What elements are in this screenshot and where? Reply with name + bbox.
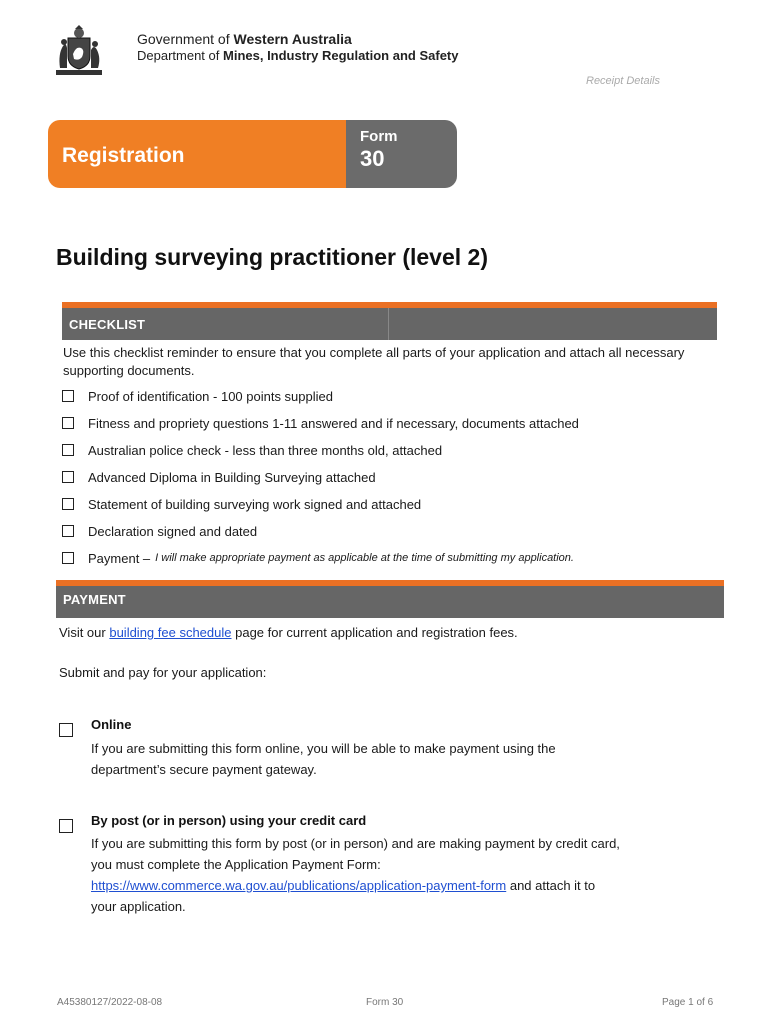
online-checkbox[interactable] bbox=[59, 723, 73, 737]
post-line-4: your application. bbox=[91, 899, 186, 914]
checkbox[interactable] bbox=[62, 390, 74, 402]
payment-heading: PAYMENT bbox=[63, 592, 126, 607]
post-line-1: If you are submitting this form by post (or in person) and are making payment by credit card, bbox=[91, 836, 620, 851]
checklist-item[interactable] bbox=[62, 441, 442, 459]
post-checkbox[interactable] bbox=[59, 819, 73, 833]
application-payment-form-link[interactable]: https://www.commerce.wa.gov.au/publications/application-payment-form bbox=[91, 878, 507, 893]
form-number: 30 bbox=[360, 146, 385, 171]
building-fee-schedule-link[interactable]: building fee schedule bbox=[109, 625, 232, 640]
checklist-item-label: Proof of identification - 100 points supplied bbox=[88, 388, 333, 404]
gov-prefix: Government of bbox=[137, 31, 234, 47]
fee-schedule-text bbox=[59, 625, 518, 640]
checklist-intro: Use this checklist reminder to ensure that you complete all parts of your application and attach all necessary supporting documents. bbox=[63, 345, 685, 378]
checklist-item-label: Advanced Diploma in Building Surveying attached bbox=[88, 469, 376, 485]
fee-text-suffix: page for current application and registration fees. bbox=[231, 625, 518, 640]
checklist-item[interactable] bbox=[62, 414, 579, 432]
checklist-header-bar bbox=[62, 308, 717, 340]
form-label: Form bbox=[360, 128, 398, 145]
post-description bbox=[91, 833, 711, 917]
online-line-1: If you are submitting this form online, you will be able to make payment using the bbox=[91, 741, 556, 756]
submit-instruction: Submit and pay for your application: bbox=[59, 665, 267, 680]
dept-prefix: Department of bbox=[137, 48, 223, 63]
checkbox[interactable] bbox=[62, 498, 74, 510]
fee-text-prefix: Visit our bbox=[59, 625, 110, 640]
document-reference: A45380127/2022-08-08 bbox=[57, 997, 163, 1008]
checklist-item[interactable] bbox=[62, 387, 333, 405]
post-link-suffix: and attach it to bbox=[506, 878, 596, 893]
checklist-item-label: Declaration signed and dated bbox=[88, 523, 258, 539]
government-name bbox=[137, 31, 352, 47]
checklist-item-label: Australian police check - less than three months old, attached bbox=[88, 442, 443, 458]
payment-header-bar bbox=[56, 586, 724, 618]
online-description bbox=[91, 738, 691, 780]
checklist-item-label: Fitness and propriety questions 1-11 answered and if necessary, documents attached bbox=[88, 415, 579, 431]
checklist-item-label: Payment – bbox=[88, 550, 151, 566]
receipt-details-label: Receipt Details bbox=[586, 75, 660, 87]
checklist-item[interactable] bbox=[62, 468, 376, 486]
gov-name: Western Australia bbox=[233, 31, 352, 47]
online-line-2: department’s secure payment gateway. bbox=[91, 762, 317, 777]
checklist-header-divider bbox=[388, 308, 389, 340]
checkbox[interactable] bbox=[62, 417, 74, 429]
checklist-item[interactable] bbox=[62, 549, 574, 567]
checklist-item-label: Statement of building surveying work signed and attached bbox=[88, 496, 422, 512]
document-title: Building surveying practitioner (level 2) bbox=[56, 244, 488, 270]
checklist-item[interactable] bbox=[62, 495, 421, 513]
checkbox[interactable] bbox=[62, 525, 74, 537]
online-title: Online bbox=[91, 717, 132, 732]
checklist-item[interactable] bbox=[62, 522, 257, 540]
checklist-heading: CHECKLIST bbox=[69, 317, 146, 332]
coat-of-arms-icon bbox=[54, 24, 104, 78]
dept-name: Mines, Industry Regulation and Safety bbox=[223, 48, 459, 63]
checkbox[interactable] bbox=[62, 552, 74, 564]
checkbox[interactable] bbox=[62, 444, 74, 456]
post-line-3 bbox=[91, 875, 711, 896]
payment-note: I will make appropriate payment as applicable at the time of submitting my application. bbox=[155, 552, 574, 564]
checkbox[interactable] bbox=[62, 471, 74, 483]
page-number: Page 1 of 6 bbox=[662, 997, 714, 1008]
department-name bbox=[137, 48, 458, 63]
registration-title: Registration bbox=[62, 144, 185, 167]
post-title: By post (or in person) using your credit card bbox=[91, 813, 367, 828]
form-reference: Form 30 bbox=[366, 997, 404, 1008]
post-line-2: you must complete the Application Payment Form: bbox=[91, 857, 381, 872]
